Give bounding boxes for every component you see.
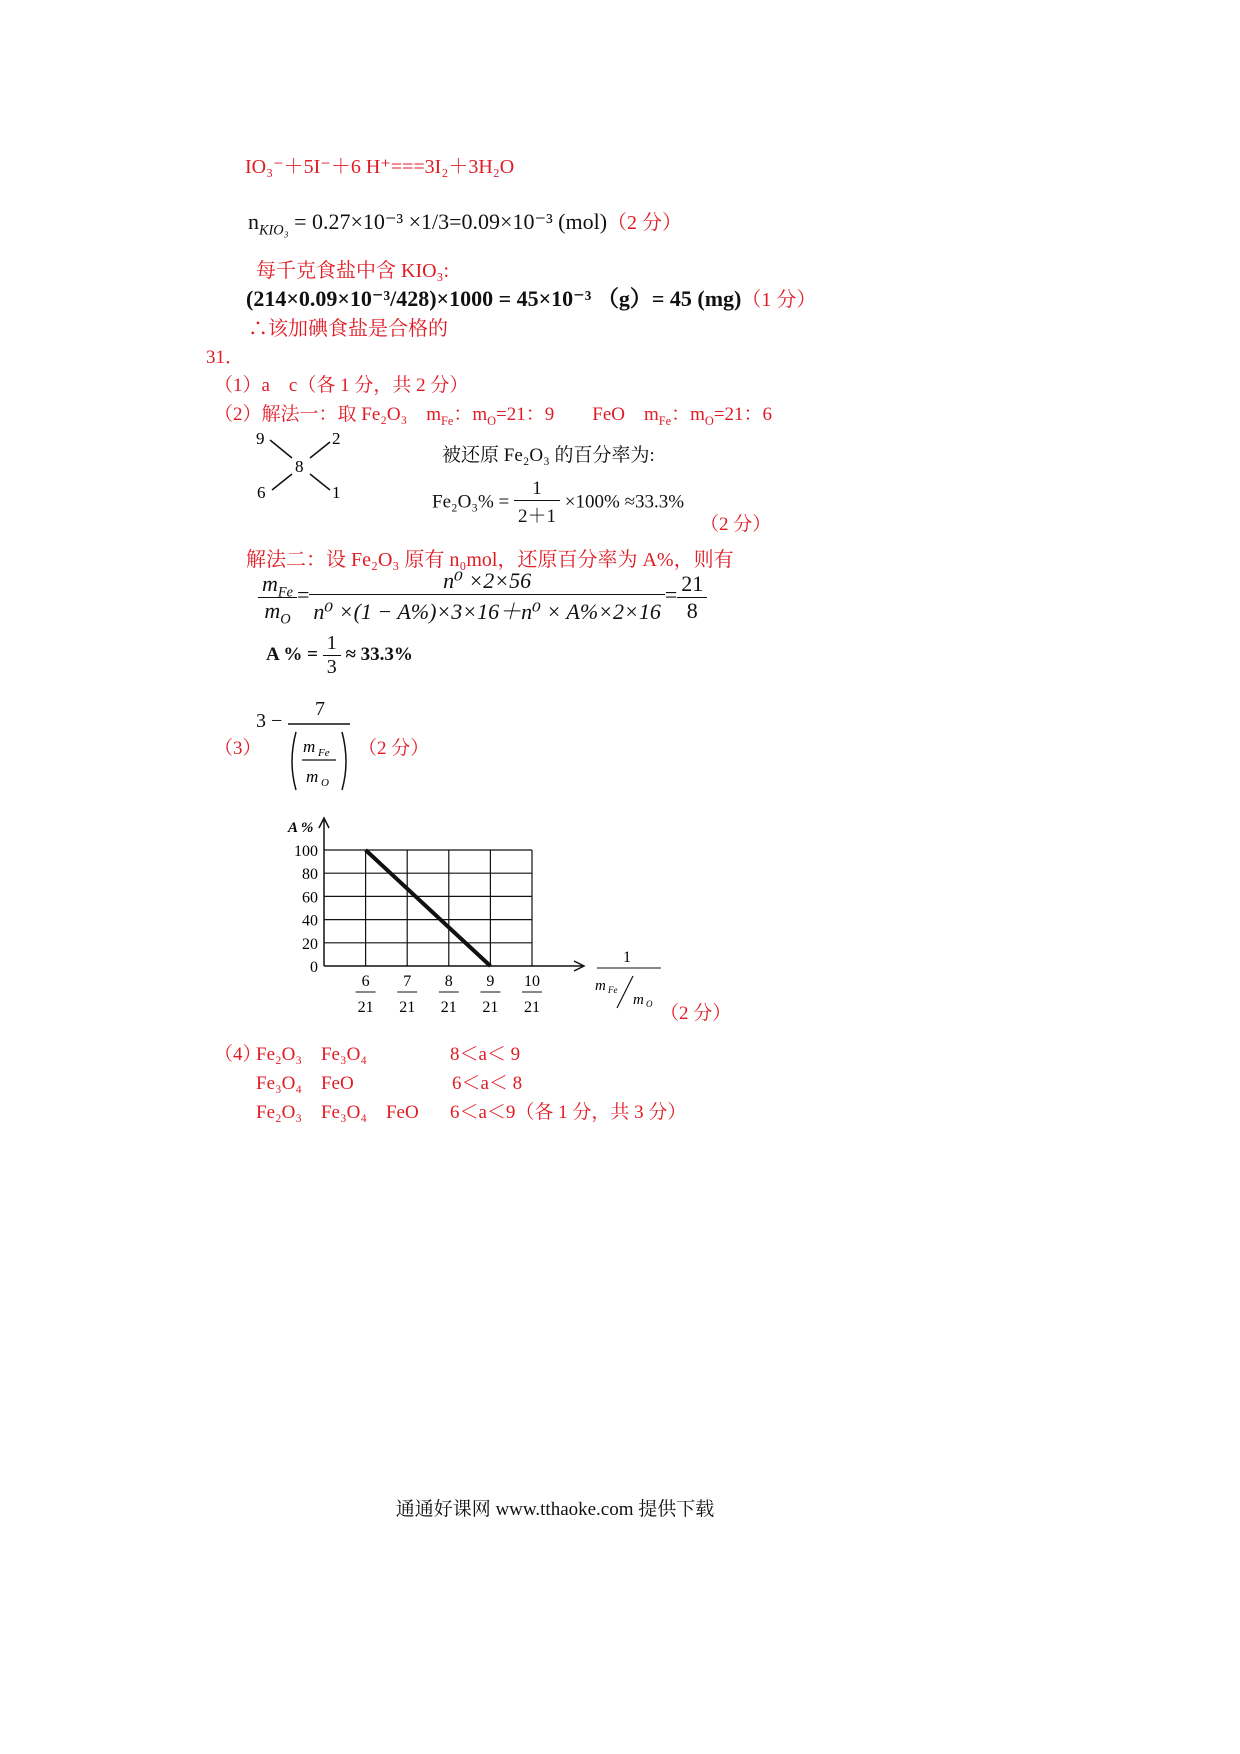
x-label-numerator: 1 <box>623 949 631 966</box>
percent-reduced-title: 被还原 Fe₂O₃ 的百分率为: <box>442 445 655 466</box>
x-label-fe-sub: Fe <box>608 985 618 995</box>
a-percent-result: A % = $\frac{1}{3}$ ≈ 33.3% <box>266 632 413 678</box>
cross-label-8: 8 <box>295 457 304 476</box>
part-4-row-2-range: 6＜a＜ 8 <box>452 1073 523 1094</box>
question-31-number: 31． <box>206 347 245 368</box>
percent-formula: Fe₂O₃% = $\frac{1}{2+1}$ ×100% ≈33.3% <box>432 478 685 527</box>
svg-text:m: m <box>306 767 319 786</box>
part-4-label: （4） <box>214 1044 262 1065</box>
cross-method-diagram <box>250 428 350 508</box>
part-4-row-1-range: 8＜a＜ 9 <box>450 1044 521 1065</box>
y-tick-label: 80 <box>302 866 318 884</box>
part-4-row-2-oxides: Fe₃O₄ FeO <box>256 1073 354 1094</box>
x-tick-numerator: 7 <box>403 973 412 990</box>
part-3-seven: 7 <box>315 698 325 720</box>
cross-label-1: 1 <box>332 483 341 502</box>
svg-text:Fe: Fe <box>318 747 330 759</box>
x-tick-numerator: 10 <box>524 973 540 990</box>
part-4-row-3-range: 6＜a＜9（各 1 分，共 3 分） <box>450 1102 687 1123</box>
y-tick-label: 20 <box>302 935 318 953</box>
y-tick-label: 0 <box>310 959 318 976</box>
x-label-slash <box>617 976 633 1008</box>
x-tick-denominator: 21 <box>357 999 374 1016</box>
part-3-score: （2 分） <box>358 738 430 759</box>
y-tick-label: 100 <box>294 843 318 860</box>
x-tick-denominator: 21 <box>482 999 499 1016</box>
x-label-o-sub: O <box>646 999 653 1009</box>
part-3-parenthesized-fraction <box>286 722 352 794</box>
x-tick-denominator: 21 <box>524 999 540 1016</box>
cross-label-9: 9 <box>256 429 265 448</box>
reduction-percent-chart <box>280 810 670 1040</box>
part-1-answer: （1）a c（各 1 分，共 2 分） <box>214 375 469 396</box>
method-2-title: 解法二：设 Fe₂O₃ 原有 n₀mol，还原百分率为 A%，则有 <box>246 549 734 571</box>
conclusion-line: ∴该加碘食盐是合格的 <box>248 318 448 340</box>
chart-score: （2 分） <box>660 1003 732 1024</box>
ionic-equation: IO₃⁻＋5I⁻＋6 H⁺===3I₂＋3H₂O <box>245 156 515 178</box>
x-tick-numerator: 8 <box>444 973 453 990</box>
x-tick-numerator: 6 <box>361 973 370 990</box>
x-tick-denominator: 21 <box>440 999 457 1016</box>
mass-calc-line: (214×0.09×10⁻³/428)×1000 = 45×10⁻³ （g）= 45 (mg)（1 分） <box>246 286 817 311</box>
svg-text:m: m <box>303 737 316 756</box>
part-3-label: （3） <box>214 738 262 759</box>
method-2-equation: $\frac{m_{Fe}}{m_O}$ = $\frac{\text{n⁰ ×2×56}}{\text{n⁰ ×(1 − A\%)×3×16＋n⁰ × A\%×2×16}}$ = $\frac{21}{8}$ <box>258 568 707 626</box>
y-tick-label: 40 <box>302 912 318 930</box>
x-tick-numerator: 9 <box>486 973 495 990</box>
cross-label-6: 6 <box>257 483 266 502</box>
x-tick-denominator: 21 <box>399 999 416 1016</box>
part-3-three-minus: 3 − <box>256 710 283 732</box>
data-line-series-a <box>366 850 491 966</box>
per-kg-heading: 每千克食盐中含 KIO₃: <box>256 260 450 282</box>
y-axis-label: A % <box>288 820 314 836</box>
x-label-m-o: m <box>633 992 644 1008</box>
part-4-row-3-oxides: Fe₂O₃ Fe₃O₄ FeO <box>256 1102 419 1123</box>
kio3-moles-line: $n_{KIO_3} = 0.27\times 10^{-3} \times 1/3=0.09\times 10^{-3}$ (mol)（2 分） <box>248 209 683 239</box>
cross-label-2: 2 <box>332 429 341 448</box>
part-2-method-1: （2）解法一：取 Fe₂O₃ $m_{Fe}$：$m_O=21$：9 FeO $m_{Fe}$：$m_O=21$：6 <box>214 404 773 428</box>
x-label-m-fe: m <box>595 978 606 994</box>
y-tick-label: 60 <box>302 889 318 907</box>
percent-score: （2 分） <box>700 514 772 535</box>
page-footer: 通通好课网 www.tthaoke.com 提供下载 <box>395 1499 715 1520</box>
part-4-row-1-oxides: Fe₂O₃ Fe₃O₄ <box>256 1044 367 1065</box>
svg-text:O: O <box>321 777 329 789</box>
